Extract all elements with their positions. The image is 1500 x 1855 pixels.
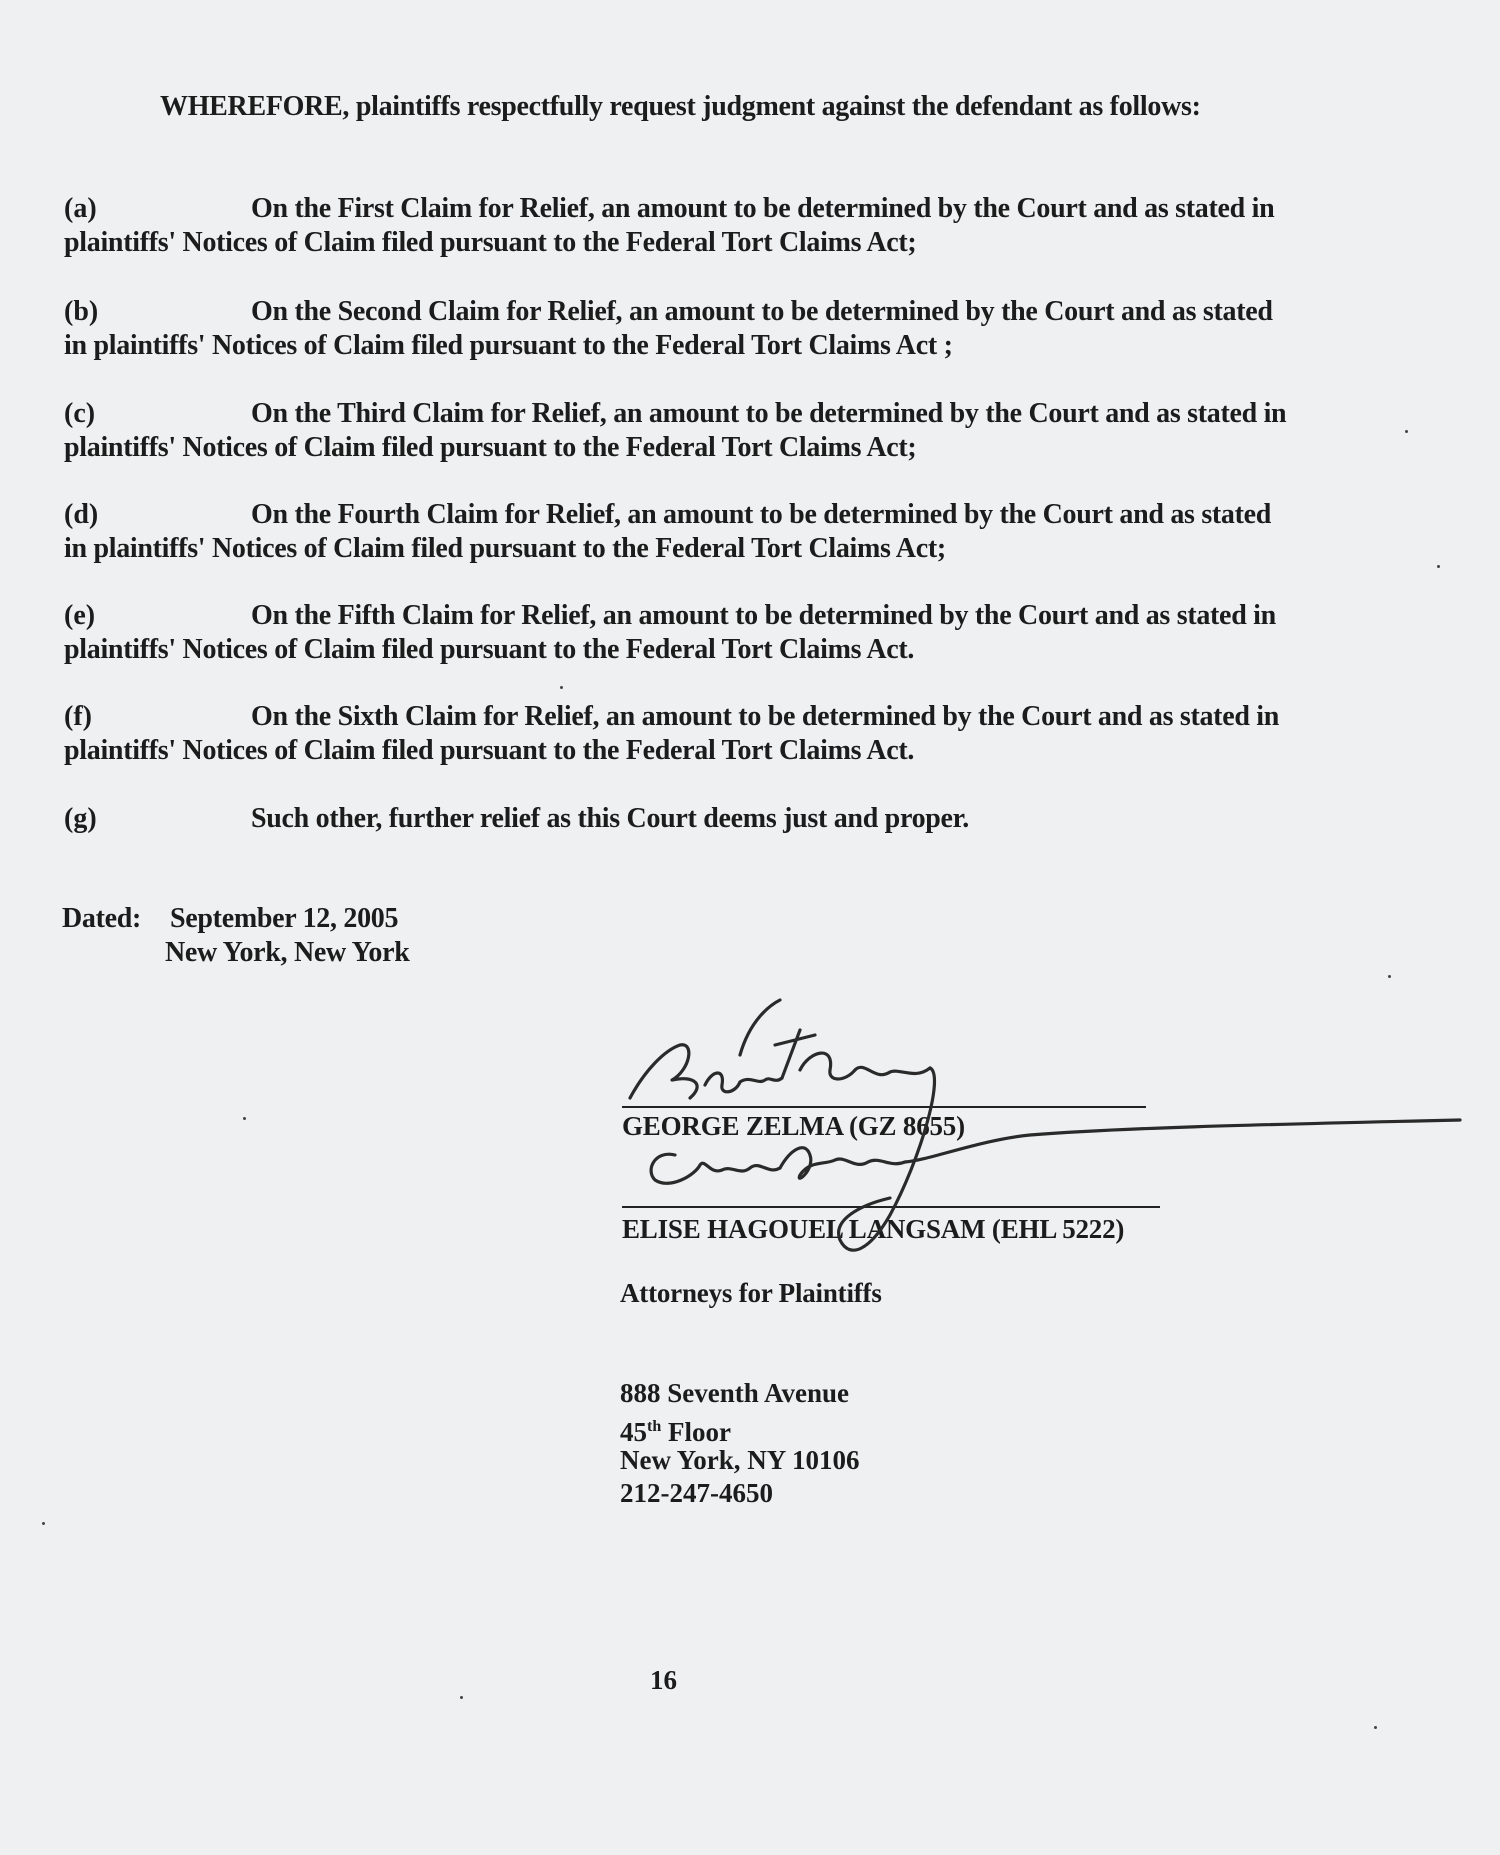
item-letter: (g) <box>64 803 97 834</box>
item-text: On the First Claim for Relief, an amount to be determined by the Court and as stated in plaintiffs' Notices of Claim filed pursuant to the Federal Tort Claims Act; <box>64 193 1275 258</box>
item-letter: (b) <box>64 296 99 327</box>
floor-number: 45 <box>620 1417 647 1447</box>
item-text: On the Third Claim for Relief, an amount to be determined by the Court and as stated in plaintiffs' Notices of Claim filed pursuant to the Federal Tort Claims Act; <box>64 398 1287 463</box>
scan-speck <box>1437 565 1440 568</box>
floor-word: Floor <box>661 1417 731 1447</box>
scan-speck <box>560 686 563 689</box>
item-letter: (c) <box>64 398 96 429</box>
item-text: On the Second Claim for Relief, an amount to be determined by the Court and as stated in plaintiffs' Notices of Claim filed pursuant to the Federal Tort Claims Act ; <box>64 296 1273 361</box>
scan-speck <box>460 1696 463 1699</box>
scan-speck <box>243 1117 246 1120</box>
item-text: On the Fourth Claim for Relief, an amount to be determined by the Court and as stated in plaintiffs' Notices of Claim filed pursuant to the Federal Tort Claims Act; <box>64 499 1272 564</box>
item-text: On the Sixth Claim for Relief, an amount to be determined by the Court and as stated in plaintiffs' Notices of Claim filed pursuant to the Federal Tort Claims Act. <box>64 701 1280 766</box>
item-letter: (a) <box>64 193 97 224</box>
dated-label: Dated: <box>62 903 142 934</box>
dated-date: September 12, 2005 <box>170 903 399 934</box>
item-text: On the Fifth Claim for Relief, an amount to be determined by the Court and as stated in plaintiffs' Notices of Claim filed pursuant to the Federal Tort Claims Act. <box>64 600 1276 665</box>
signatory-name-2: ELISE HAGOUEL LANGSAM (EHL 5222) <box>622 1214 1125 1244</box>
dated-place: New York, New York <box>165 937 410 968</box>
item-letter: (f) <box>64 701 92 732</box>
address-phone: 212-247-4650 <box>620 1478 773 1508</box>
handwritten-signature <box>600 990 1460 1290</box>
intro-paragraph: WHEREFORE, plaintiffs respectfully request judgment against the defendant as follows: <box>160 91 1201 122</box>
scan-speck <box>1405 430 1408 433</box>
page-number: 16 <box>650 1665 677 1695</box>
scan-speck <box>1388 975 1391 978</box>
scan-speck <box>1374 1726 1377 1729</box>
item-letter: (e) <box>64 600 96 631</box>
signatory-name-1: GEORGE ZELMA (GZ 8655) <box>622 1111 965 1141</box>
item-text: Such other, further relief as this Court deems just and proper. <box>251 803 969 834</box>
address-street: 888 Seventh Avenue <box>620 1378 850 1408</box>
item-letter: (d) <box>64 499 99 530</box>
scan-speck <box>42 1522 45 1525</box>
address-city: New York, NY 10106 <box>620 1445 860 1475</box>
signatory-role: Attorneys for Plaintiffs <box>620 1278 882 1308</box>
floor-suffix: th <box>647 1418 662 1435</box>
